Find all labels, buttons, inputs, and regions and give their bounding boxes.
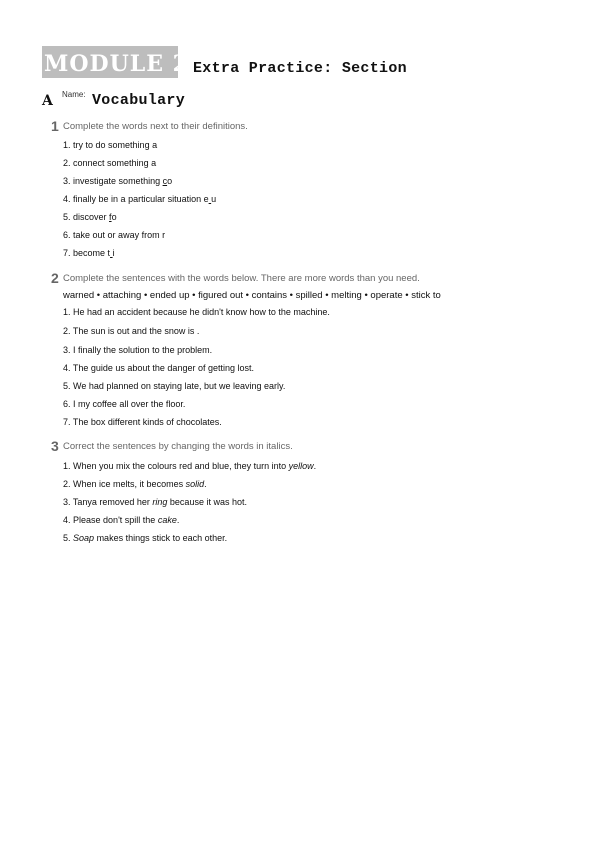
exercise-3-item: 4. Please don't spill the cake. [63, 515, 180, 525]
exercise-3-instruction: Correct the sentences by changing the words in italics. [63, 441, 293, 452]
exercise-1-item: 2. connect something a [63, 158, 157, 168]
exercise-2-item: 3. I finally the solution to the problem. [63, 345, 213, 355]
exercise-1-item: 1. try to do something a [63, 140, 158, 150]
exercise-1-item: 5. discover fo [63, 212, 117, 222]
module-label: MODULE 2 [44, 51, 189, 77]
exercise-3-item: 3. Tanya removed her ring because it was hot. [63, 497, 247, 507]
exercise-3-number: 3 [51, 438, 59, 454]
exercise-2-item: 4. The guide us about the danger of getting lost. [63, 363, 254, 373]
exercise-1-item: 4. finally be in a particular situation e u [63, 194, 217, 204]
exercise-3-item: 2. When ice melts, it becomes solid. [63, 479, 207, 489]
exercise-2-item: 1. He had an accident because he didn't know how to the machine. [63, 307, 330, 317]
exercise-1-item: 3. investigate something co [63, 176, 173, 186]
name-label: Name: [62, 90, 86, 99]
section-letter: A [42, 93, 53, 109]
exercise-2-item: 7. The box different kinds of chocolates. [63, 417, 222, 427]
exercise-2-item: 5. We had planned on staying late, but we leaving early. [63, 381, 286, 391]
exercise-2-number: 2 [51, 270, 59, 286]
page-title: Extra Practice: Section [193, 60, 407, 77]
exercise-1-number: 1 [51, 118, 59, 134]
exercise-1-instruction: Complete the words next to their definitions. [63, 121, 248, 132]
exercise-1-item: 7. become t i [63, 248, 115, 258]
exercise-1-item: 6. take out or away from r [63, 230, 166, 240]
exercise-3-item: 1. When you mix the colours red and blue, they turn into yellow. [63, 461, 317, 471]
exercise-2-instruction: Complete the sentences with the words below. There are more words than you need. [63, 273, 420, 284]
exercise-3-item: 5. Soap makes things stick to each other. [63, 533, 228, 543]
word-bank: warned • attaching • ended up • figured out • contains • spilled • melting • operate • stick to [63, 290, 441, 301]
exercise-2-item: 2. The sun is out and the snow is . [63, 326, 200, 336]
exercise-2-item: 6. I my coffee all over the floor. [63, 399, 186, 409]
section-title: Vocabulary [92, 92, 186, 109]
